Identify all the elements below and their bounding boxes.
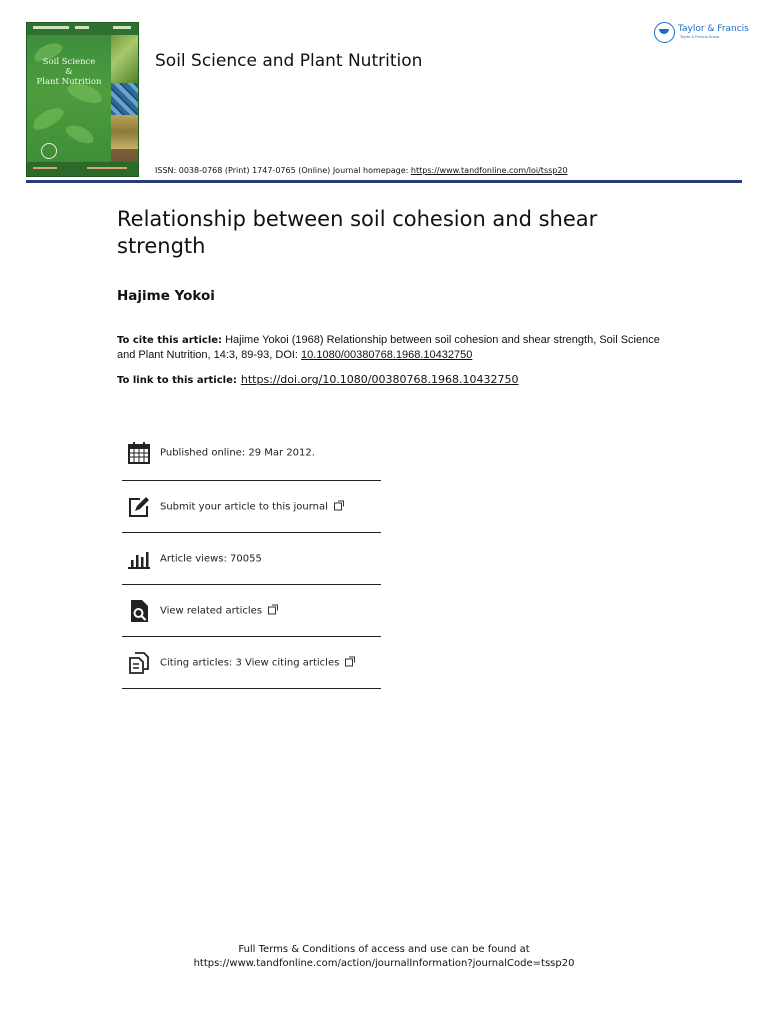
journal-homepage-link[interactable]: https://www.tandfonline.com/loi/tssp20: [410, 166, 568, 175]
cover-title-line: &: [65, 67, 73, 77]
journal-cover-image: [26, 22, 139, 177]
related-articles-label: View related articles: [160, 605, 263, 616]
related-articles-row[interactable]: [122, 585, 381, 637]
article-metadata-list: [122, 426, 381, 689]
edit-pencil-icon: [126, 494, 152, 520]
cover-photo: [111, 35, 139, 83]
footer-terms-text: Full Terms & Conditions of access and use can be found at: [238, 944, 530, 955]
bar-chart-icon: [126, 546, 152, 572]
doi-link[interactable]: 10.1080/00380768.1968.10432750: [301, 349, 473, 361]
cite-text: Hajime Yokoi (1968) Relationship between soil cohesion and shear strength, Soil Science and Plant Nutrition, 14:3, 89-93, DOI:: [117, 334, 660, 361]
article-views-text: Article views: 70055: [160, 553, 262, 564]
citing-articles-label: Citing articles: 3 View citing articles: [160, 657, 340, 668]
article-views-row: [122, 533, 381, 585]
cite-label: To cite this article:: [117, 335, 223, 346]
citation-block: [117, 333, 677, 363]
citing-documents-icon: [126, 650, 152, 676]
taylor-francis-logo-icon: [654, 22, 675, 43]
submit-article-link[interactable]: [160, 501, 342, 512]
article-title: Relationship between soil cohesion and shear strength: [117, 207, 598, 258]
published-online-row: [122, 426, 381, 481]
cover-title: [29, 57, 109, 87]
link-label: To link to this article:: [117, 375, 237, 386]
header-divider: [26, 180, 742, 183]
document-search-icon: [126, 598, 152, 624]
external-link-icon: [334, 502, 342, 510]
cover-title-line: Soil Science: [42, 57, 96, 67]
article-link-line: [117, 373, 518, 386]
publisher-logo[interactable]: [654, 22, 748, 46]
society-logo-icon: [41, 143, 57, 159]
issn-text: ISSN: 0038-0768 (Print) 1747-0765 (Online) Journal homepage:: [155, 166, 411, 175]
publisher-group: Taylor & Francis Group: [680, 35, 720, 39]
external-link-icon: [345, 658, 353, 666]
article-url-link[interactable]: https://doi.org/10.1080/00380768.1968.10432750: [240, 373, 519, 386]
published-online-text: Published online: 29 Mar 2012.: [160, 447, 315, 459]
issn-line: [155, 166, 568, 175]
calendar-icon: [126, 440, 152, 466]
citing-articles-row[interactable]: [122, 637, 381, 689]
cover-top-band: [27, 23, 139, 35]
related-articles-link[interactable]: [160, 605, 276, 616]
submit-article-row[interactable]: [122, 481, 381, 533]
submit-article-label: Submit your article to this journal: [160, 501, 328, 512]
article-author: Hajime Yokoi: [117, 288, 215, 304]
terms-footer: [0, 943, 768, 971]
citing-articles-link[interactable]: [160, 657, 353, 668]
journal-title: Soil Science and Plant Nutrition: [155, 51, 423, 71]
cover-bottom-band: [27, 162, 139, 176]
cover-photo: [111, 83, 139, 115]
cover-title-line: Plant Nutrition: [36, 77, 102, 87]
external-link-icon: [268, 606, 276, 614]
cover-photo: [111, 115, 139, 149]
footer-terms-link[interactable]: https://www.tandfonline.com/action/journalInformation?journalCode=tssp20: [193, 958, 575, 969]
publisher-name: Taylor & Francis: [678, 24, 749, 34]
